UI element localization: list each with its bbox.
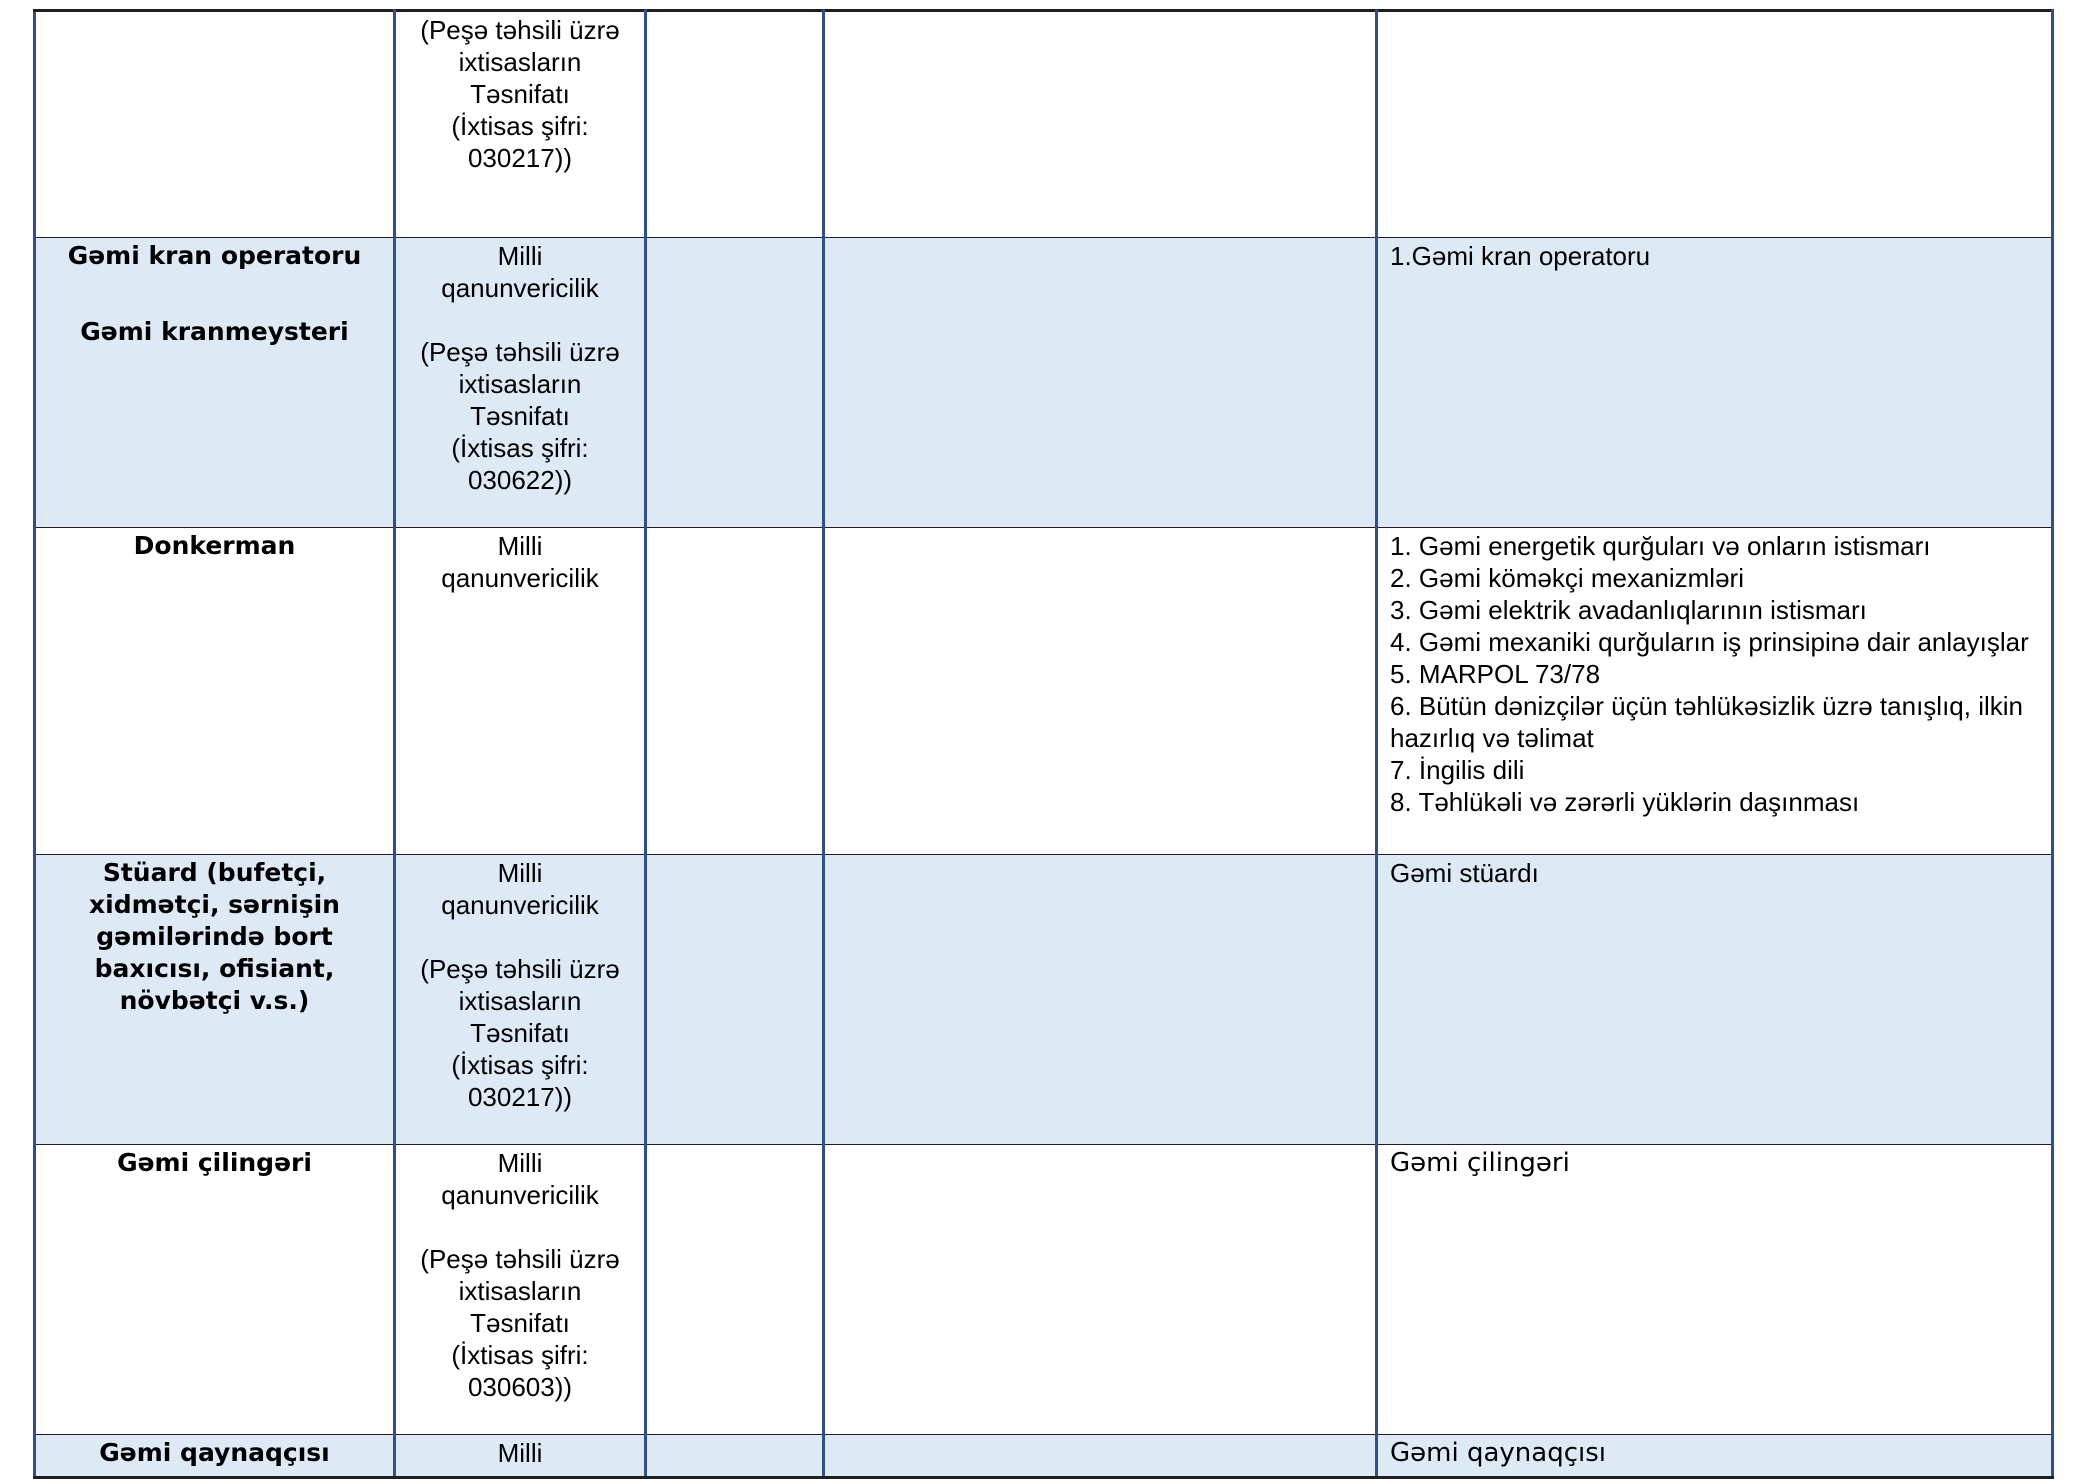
specialty-title: gəmilərində bort — [96, 922, 333, 951]
specialty-title-cell — [35, 11, 395, 238]
legal-basis-line: Milli — [497, 241, 543, 271]
course-item: 8. Təhlükəli və zərərli yüklərin daşınması — [1390, 787, 1860, 817]
specialty-title: növbətçi v.s.) — [119, 986, 310, 1015]
empty-cell — [824, 1145, 1377, 1435]
specialty-title: Gəmi kranmeysteri — [80, 317, 349, 346]
course-item: 4. Gəmi mexaniki qurğuların iş prinsipinə dair anlayışlar — [1390, 627, 2029, 657]
courses-cell — [1377, 238, 2053, 528]
legal-basis-cell — [395, 1435, 646, 1478]
legal-basis-line: (İxtisas şifri: — [451, 111, 589, 141]
empty-cell — [824, 1435, 1377, 1478]
course-item: 3. Gəmi elektrik avadanlıqlarının istismarı — [1390, 595, 1867, 625]
empty-cell — [824, 528, 1377, 855]
legal-basis-line: (Peşə təhsili üzrə — [420, 15, 620, 45]
course-item: 6. Bütün dənizçilər üçün təhlükəsizlik üzrə tanışlıq, ilkin hazırlıq və təlimat — [1390, 691, 2023, 753]
legal-basis-line: 030603)) — [467, 1372, 573, 1402]
course-item: 1. Gəmi energetik qurğuları və onların istismarı — [1390, 531, 1931, 561]
legal-basis-cell — [395, 855, 646, 1145]
legal-basis-line: Təsnifatı — [470, 79, 570, 109]
specialty-title: Gəmi çilingəri — [117, 1148, 312, 1177]
legal-basis-line: Təsnifatı — [470, 1308, 570, 1338]
courses-cell — [1377, 11, 2053, 238]
legal-basis-line: (İxtisas şifri: — [451, 1050, 589, 1080]
legal-basis-line: (Peşə təhsili üzrə — [420, 954, 620, 984]
legal-basis-line: (Peşə təhsili üzrə — [420, 1244, 620, 1274]
empty-cell — [824, 238, 1377, 528]
legal-basis-line: Milli — [497, 531, 543, 561]
legal-basis-line: ixtisasların — [458, 369, 582, 399]
empty-cell — [824, 855, 1377, 1145]
specialty-title: Gəmi qaynaqçısı — [99, 1438, 330, 1467]
courses-cell — [1377, 1145, 2053, 1435]
empty-cell — [646, 238, 824, 528]
specialty-title: baxıcısı, ofisiant, — [94, 954, 335, 983]
legal-basis-line: Milli — [497, 858, 543, 888]
table-row — [35, 1145, 2053, 1435]
legal-basis-line: (Peşə təhsili üzrə — [420, 337, 620, 367]
specialty-title-cell — [35, 238, 395, 528]
legal-basis-line: ixtisasların — [458, 47, 582, 77]
legal-basis-cell — [395, 238, 646, 528]
course-item: 2. Gəmi köməkçi mexanizmləri — [1390, 563, 1744, 593]
courses-cell — [1377, 1435, 2053, 1478]
courses-cell — [1377, 855, 2053, 1145]
table-row — [35, 11, 2053, 238]
empty-cell — [646, 1435, 824, 1478]
course-item: Gəmi stüardı — [1390, 858, 1539, 888]
legal-basis-line: Təsnifatı — [470, 1018, 570, 1048]
specialty-title: xidmətçi, sərnişin — [89, 890, 340, 919]
specialty-title-cell — [35, 1435, 395, 1478]
empty-cell — [646, 528, 824, 855]
table-row — [35, 238, 2053, 528]
table-row — [35, 855, 2053, 1145]
specialty-title-cell — [35, 1145, 395, 1435]
legal-basis-line: 030217)) — [467, 1082, 573, 1112]
legal-basis-line: ixtisasların — [458, 1276, 582, 1306]
legal-basis-cell — [395, 11, 646, 238]
course-item: Gəmi qaynaqçısı — [1390, 1438, 1606, 1468]
legal-basis-cell — [395, 528, 646, 855]
legal-basis-line: qanunvericilik — [441, 890, 599, 920]
legal-basis-line: (İxtisas şifri: — [451, 1340, 589, 1370]
specialty-title: Stüard (bufetçi, — [102, 858, 327, 887]
legal-basis-line: (İxtisas şifri: — [451, 433, 589, 463]
legal-basis-line: Təsnifatı — [470, 401, 570, 431]
legal-basis-line: 030217)) — [467, 143, 573, 173]
legal-basis-line: qanunvericilik — [441, 563, 599, 593]
table-row — [35, 528, 2053, 855]
specialty-title: Donkerman — [133, 531, 296, 560]
empty-cell — [646, 1145, 824, 1435]
specialty-title-cell — [35, 855, 395, 1145]
empty-cell — [646, 855, 824, 1145]
empty-cell — [646, 11, 824, 238]
legal-basis-line: Milli — [497, 1438, 543, 1468]
courses-cell — [1377, 528, 2053, 855]
specialty-title-cell — [35, 528, 395, 855]
legal-basis-line: ixtisasların — [458, 986, 582, 1016]
legal-basis-line: Milli — [497, 1148, 543, 1178]
course-item: 7. İngilis dili — [1390, 755, 1525, 785]
table-row — [35, 1435, 2053, 1478]
specialty-title: Gəmi kran operatoru — [67, 241, 362, 270]
course-item: 1.Gəmi kran operatoru — [1390, 241, 1651, 271]
course-item: Gəmi çilingəri — [1390, 1148, 1570, 1178]
legal-basis-line: 030622)) — [467, 465, 573, 495]
legal-basis-line: qanunvericilik — [441, 273, 599, 303]
course-item: 5. MARPOL 73/78 — [1390, 659, 1601, 689]
legal-basis-line: qanunvericilik — [441, 1180, 599, 1210]
legal-basis-cell — [395, 1145, 646, 1435]
empty-cell — [824, 11, 1377, 238]
specialties-table — [33, 9, 2054, 1479]
